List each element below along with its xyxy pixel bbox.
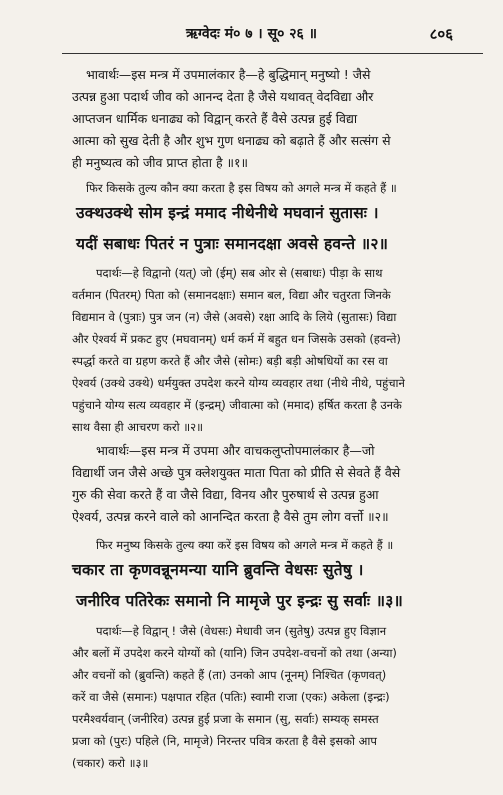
text-line: आप्तजन धार्मिक धनाढ्य को विद्वान् करते हैं वैसे उत्पन्न हुई विद्या — [72, 111, 358, 126]
text-line: विद्यमान वे (पुत्राः) पुत्र जन (न) जैसे (अवसे) रक्षा आदि के लिये (सुतासः) विद्या — [72, 310, 397, 324]
text-line: उत्पन्न हुआ पदार्थ जीव को आनन्द देता है जैसे यथावत् वेदविद्या और — [72, 89, 374, 104]
mantra-line: जनीरिव पतिरेकः समानो नि मामृजे पुर इन्द्रः सु सर्वाः ॥३॥ — [76, 592, 403, 610]
text-line: विद्यार्थी जन जैसे अच्छे पुत्र क्लेशयुक्त माता पिता को प्रीति से सेवते हैं वैसे — [72, 465, 401, 480]
text-line: करें वा जैसे (समानः) पक्षपात रहित (पतिः) स्वामी राजा (एकः) अकेला (इन्द्रः) — [72, 690, 390, 704]
running-title: ऋग्वेदः मं० ७ । सू० २६ ॥ — [185, 26, 318, 42]
text-line: पदार्थः—हे विद्वान् ! जैसे (वेधसः) मेधावी जन (सुतेषु) उत्पन्न हुए विज्ञान — [96, 624, 387, 638]
text-line: साथ वैसा ही आचरण करो ॥२॥ — [72, 420, 203, 434]
text-line: और बलों में उपदेश करने योग्यों को (यानि) जिन उपदेश-वचनों को तथा (अन्या) — [72, 646, 397, 660]
text-line: ऐश्वर्य (उक्थे उक्थे) धर्मयुक्त उपदेश करने योग्य व्यवहार तथा (नीथे नीथे, पहुंचाने — [72, 376, 405, 390]
section-intro: फिर मनुष्य किसके तुल्य क्या करें इस विषय को अगले मन्त्र में कहते हैं ॥ — [96, 538, 394, 552]
text-line: (चकार) करो ॥३॥ — [72, 756, 149, 770]
text-line: गुरु की सेवा करते हैं वा जैसे विद्या, विनय और पुरुषार्थ से उत्पन्न हुआ — [72, 487, 379, 502]
text-line: पहुंचाने योग्य सत्य व्यवहार में (इन्द्रम्) जीवात्मा को (ममाद) हर्षित करता है उनके — [72, 398, 402, 412]
text-line: और ऐश्वर्य में प्रकट हुए (मघवानम्) धर्म कर्म में बहुत धन जिसके उसको (हवन्ते) — [72, 332, 401, 346]
page-number: ८०६ — [429, 25, 453, 43]
mantra-line: यदीं सबाधः पितरं न पुत्राः समानदक्षा अवसे हवन्ते ॥२॥ — [76, 235, 389, 253]
text-line: प्रजा को (पुरः) पहिले (नि, मामृजे) निरन्तर पवित्र करता है वैसे इसको आप — [72, 734, 377, 748]
text-line: ही मनुष्यत्व को जीव प्राप्त होता है ॥१॥ — [72, 155, 249, 170]
text-line: भावार्थः—इस मन्त्र में उपमालंकार है—हे बुद्धिमान् मनुष्यो ! जैसे — [86, 67, 371, 82]
text-line: पदार्थः—हे विद्वानो (यत्) जो (ईम्) सब ओर से (सबाधः) पीड़ा के साथ — [96, 266, 383, 280]
section-intro: फिर किसके तुल्य कौन क्या करता है इस विषय को अगले मन्त्र में कहते हैं ॥ — [86, 181, 397, 195]
text-line: परमैश्वर्यवान् (जनीरिव) उत्पन्न हुई प्रजा के समान (सु, सर्वाः) सम्यक् समस्त — [72, 712, 379, 726]
page-header — [0, 24, 503, 50]
text-line: भावार्थः—इस मन्त्र में उपमा और वाचकलुप्तोपमालंकार है—जो — [96, 443, 375, 458]
header-rule — [62, 53, 483, 54]
text-line: और वचनों को (ब्रुवन्ति) कहते हैं (ता) उनको आप (नूनम्) निश्चित (कृणवत्) — [72, 668, 387, 682]
text-line: स्पर्द्धा करते वा ग्रहण करते हैं और जैसे (सोमः) बड़ी बड़ी ओषधियों का रस वा — [72, 354, 388, 368]
text-line: वर्तमान (पितरम्) पिता को (समानदक्षाः) समान बल, विद्या और चतुरता जिनके — [72, 288, 391, 302]
mantra-line: चकार ता कृणवन्नूनमन्या यानि ब्रुवन्ति वेधसः सुतेषु । — [72, 561, 364, 579]
mantra-line: उक्थउक्थे सोम इन्द्रं ममाद नीथेनीथे मघवानं सुतासः । — [76, 204, 379, 222]
text-line: ऐश्वर्य, उत्पन्न करने वाले को आनन्दित करता है वैसे तुम लोग वर्त्तो ॥२॥ — [72, 509, 389, 524]
text-line: आत्मा को सुख देती है और शुभ गुण धनाढ्य को बढ़ाते हैं और सत्संग से — [72, 133, 391, 148]
